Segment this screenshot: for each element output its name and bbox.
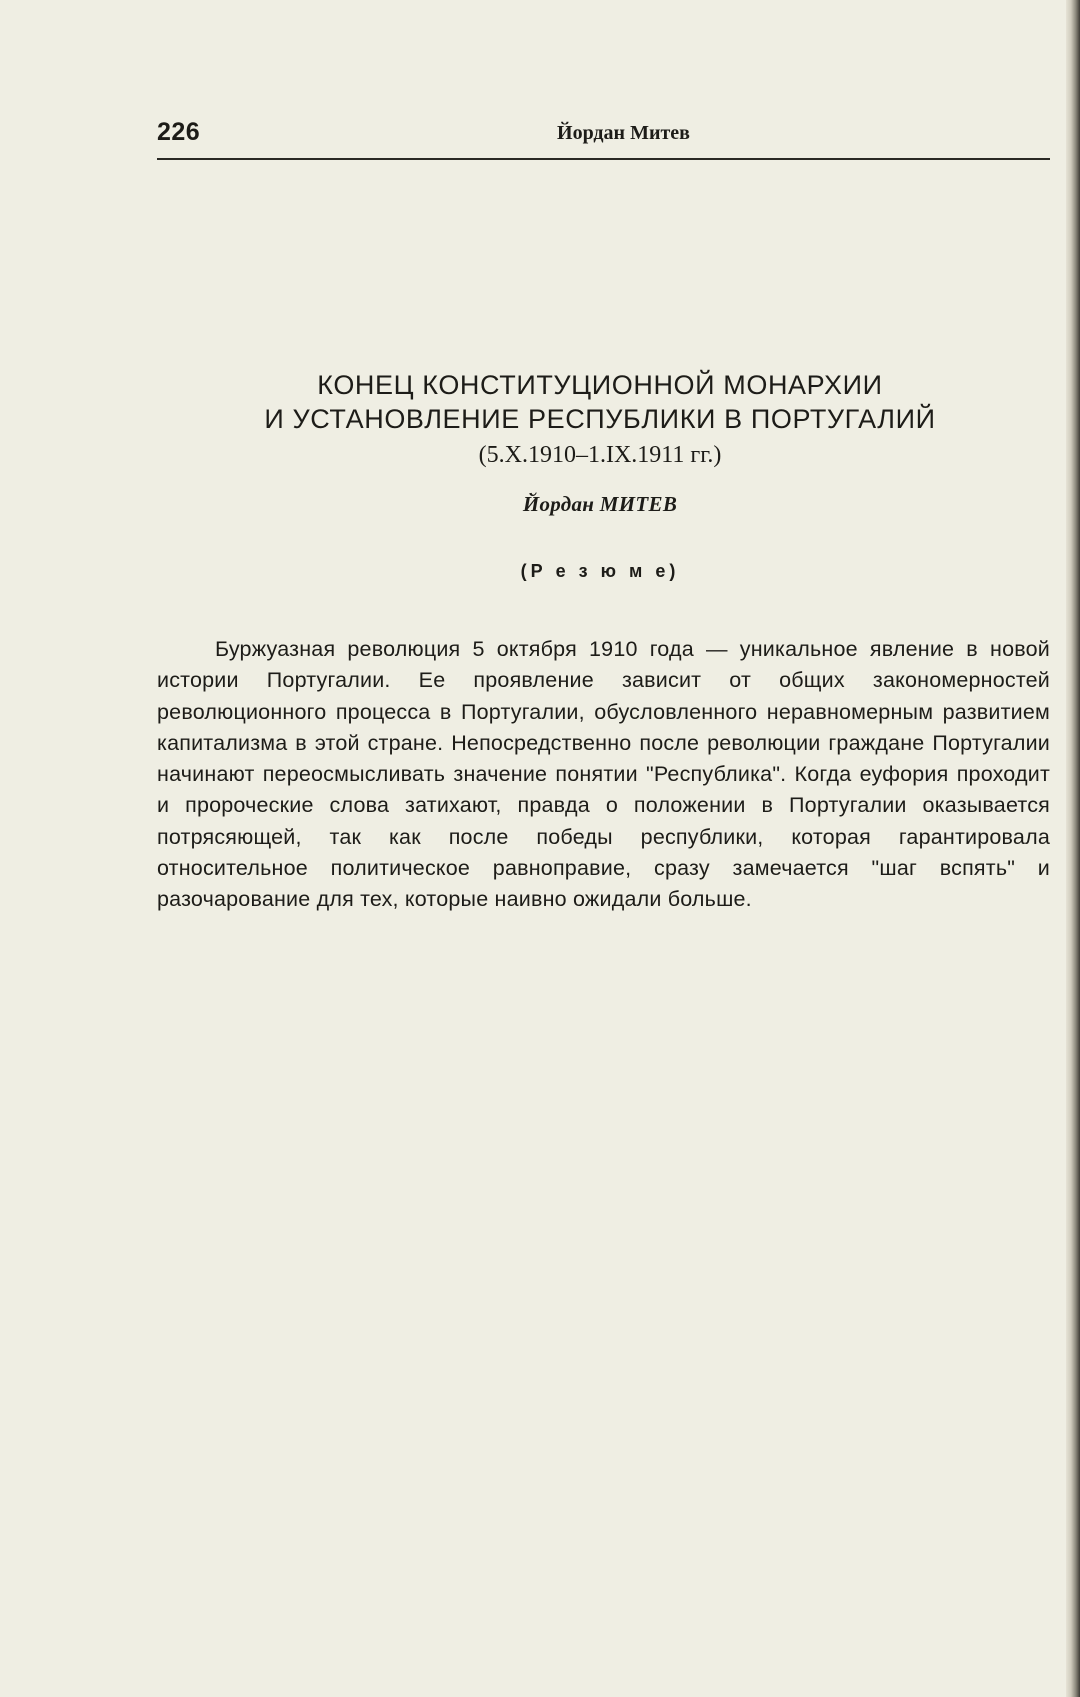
article-author: Йордан МИТЕВ bbox=[522, 492, 678, 516]
section-label: (Р е з ю м е) bbox=[520, 561, 680, 581]
page-edge-shadow bbox=[1066, 0, 1080, 1697]
header-rule bbox=[157, 158, 1050, 160]
running-head-author: Йордан Митев bbox=[557, 122, 690, 144]
article-title-line-1: КОНЕЦ КОНСТИТУЦИОННОЙ МОНАРХИИ bbox=[317, 370, 883, 400]
running-head bbox=[157, 118, 1050, 152]
abstract-paragraph: Буржуазная революция 5 октября 1910 года — уникальное явление в новой истории Португалии. Ее проявление зависит от общих закономерностей революционного процесса в Португалии, обусловленного неравномерным развитием капитализма в этой стране. Непосредственно после революции граждане Португалии начинают переосмысливать значение понятии "Республика". Когда еуфория проходит и пророческие слова затихают, правда о положении в Португалии оказывается потрясяющей, так как после победы республики, которая гарантировала относительное политическое равноправие, сразу замечается "шаг вспять" и разочарование для тех, которые наивно ожидали больше. bbox=[157, 637, 1050, 912]
article-dates: (5.X.1910–1.IX.1911 гг.) bbox=[478, 442, 722, 468]
page-number: 226 bbox=[157, 118, 201, 146]
article-title-line-2: И УСТАНОВЛЕНИЕ РЕСПУБЛИКИ В ПОРТУГАЛИЙ bbox=[264, 404, 936, 434]
article-title-block bbox=[150, 368, 1050, 472]
